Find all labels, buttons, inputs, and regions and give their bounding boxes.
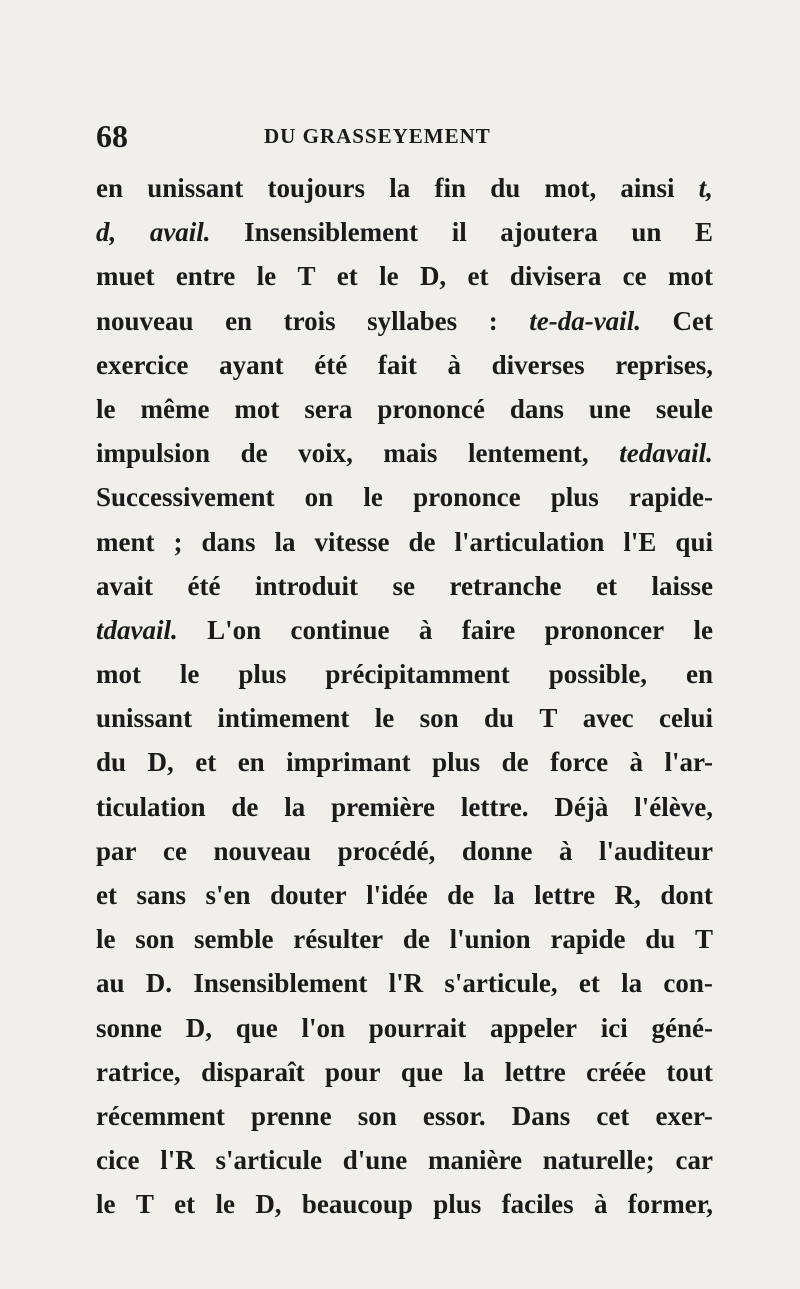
word: le (215, 1189, 235, 1220)
word: son (419, 703, 459, 734)
word: le (256, 261, 277, 292)
word: T (135, 1189, 154, 1220)
word: ; (173, 526, 183, 557)
word: et (595, 570, 617, 601)
word: on (304, 482, 334, 513)
word: seule (655, 393, 713, 424)
text-line (96, 387, 713, 431)
word: toujours (267, 173, 366, 203)
word: plus (433, 1189, 482, 1220)
word: prenne (251, 1100, 332, 1131)
word: former, (627, 1189, 713, 1220)
word: géné- (651, 1012, 713, 1043)
word: que (400, 1056, 443, 1087)
text-line (96, 475, 713, 519)
word: reprises, (615, 349, 713, 380)
word: l'idée (366, 880, 428, 910)
word: retranche (449, 570, 562, 601)
text-line (96, 785, 713, 829)
word: douter (270, 880, 347, 910)
word: que (235, 1012, 278, 1043)
word: t, (698, 173, 713, 203)
text-line (96, 696, 713, 740)
word: voix, (298, 438, 353, 469)
word: l'R (160, 1145, 195, 1176)
word: muet (96, 261, 155, 292)
word: le (96, 924, 116, 955)
text-line (96, 520, 713, 564)
word: manière (428, 1145, 522, 1176)
word: R, (614, 880, 641, 910)
word: lettre. (460, 791, 529, 822)
text-line (96, 961, 713, 1005)
word: par (96, 835, 137, 866)
word: le (363, 482, 383, 513)
word: la (463, 1056, 485, 1087)
word: la (284, 791, 306, 822)
running-head: DU GRASSEYEMENT (264, 124, 491, 148)
word: ratrice, (96, 1056, 181, 1087)
word: Cet (672, 305, 713, 336)
word: du (490, 173, 521, 203)
word: l'élève, (634, 791, 713, 822)
word: exer- (655, 1100, 713, 1131)
word: ajoutera (500, 217, 598, 248)
word: un (631, 217, 662, 248)
word: première (331, 791, 436, 822)
word: été (314, 349, 348, 380)
word: T (539, 703, 558, 734)
word: résulter (293, 924, 384, 955)
word: essor. (422, 1100, 486, 1131)
word: même (140, 393, 210, 424)
word: plus (238, 659, 287, 690)
text-line (96, 917, 713, 961)
word: et (467, 261, 489, 292)
word: D, (419, 261, 447, 292)
word: lentement, (467, 438, 589, 469)
text-line (96, 254, 713, 298)
word: à (418, 614, 433, 645)
text-line (96, 210, 713, 254)
word: s'articule (215, 1145, 322, 1176)
text-line (96, 1138, 713, 1182)
word: du (483, 703, 514, 734)
text-line (96, 1050, 713, 1094)
word: l'union (449, 924, 531, 955)
word: naturelle; (542, 1145, 655, 1176)
word: avail. (149, 217, 211, 248)
page-number: 68 (96, 118, 128, 154)
word: tedavail. (619, 438, 713, 469)
word: tdavail. (96, 614, 178, 645)
word: ment (96, 526, 155, 557)
text-line (96, 431, 713, 475)
word: l'on (301, 1012, 346, 1043)
word: créée (586, 1056, 647, 1087)
word: laisse (651, 570, 713, 601)
text-line (96, 299, 713, 343)
word: en (225, 305, 253, 336)
word: sera (304, 393, 353, 424)
word: celui (659, 703, 713, 734)
word: pourrait (368, 1012, 467, 1043)
word: te-da-vail. (529, 305, 641, 336)
word: lettre (504, 1056, 566, 1087)
word: la (274, 526, 296, 557)
word: D, (147, 747, 174, 778)
word: nouveau (96, 305, 194, 336)
word: ce (622, 261, 647, 292)
word: dans (509, 393, 564, 424)
word: récemment (96, 1100, 225, 1131)
text-line (96, 740, 713, 784)
word: de (231, 791, 259, 822)
word: mot (234, 393, 280, 424)
word: D, (185, 1012, 213, 1043)
word: une (588, 393, 631, 424)
word: au (96, 968, 125, 999)
text-line (96, 873, 713, 917)
word: s'en (205, 880, 251, 910)
word: de (447, 880, 475, 910)
word: de (402, 924, 430, 955)
word: syllabes (367, 305, 458, 336)
word: et (195, 747, 217, 778)
word: la (621, 968, 643, 999)
word: faciles (501, 1189, 574, 1220)
text-line (96, 1094, 713, 1138)
word: avec (582, 703, 634, 734)
word: le (374, 703, 395, 734)
word: impulsion (96, 438, 211, 469)
word: qui (675, 526, 713, 557)
word: Déjà (554, 791, 609, 822)
word: imprimant (286, 747, 411, 778)
word: du (96, 747, 127, 778)
text-line (96, 829, 713, 873)
word: possible, (548, 659, 648, 690)
word: D. (145, 968, 173, 999)
word: mot (96, 659, 141, 690)
word: donne (461, 835, 533, 866)
word: le (96, 1189, 116, 1220)
word: T (694, 924, 713, 955)
text-line (96, 166, 713, 210)
word: à (558, 835, 573, 866)
word: il (451, 217, 467, 248)
word: trois (283, 305, 336, 336)
word: la (389, 173, 411, 203)
word: d, (96, 217, 117, 248)
word: la (493, 880, 515, 910)
word: Successivement (96, 482, 275, 513)
word: son (135, 924, 175, 955)
text-line (96, 564, 713, 608)
word: appeler (490, 1012, 578, 1043)
word: et (336, 261, 358, 292)
word: intimement (217, 703, 350, 734)
word: se (392, 570, 415, 601)
word: faire (461, 614, 516, 645)
word: car (675, 1145, 713, 1176)
word: mot (667, 261, 713, 292)
word: mot, (544, 173, 597, 203)
word: ayant (219, 349, 284, 380)
word: lettre (534, 880, 596, 910)
word: de (501, 747, 529, 778)
word: mais (383, 438, 438, 469)
word: con- (663, 968, 713, 999)
word: à (447, 349, 461, 380)
word: à (629, 747, 644, 778)
word: son (357, 1100, 397, 1131)
word: le (379, 261, 399, 292)
word: l'ar- (664, 747, 713, 778)
word: Insensiblement (244, 217, 419, 248)
word: avait (96, 570, 153, 601)
word: l'R (388, 968, 424, 999)
word: fin (434, 173, 466, 203)
word: s'articule, (444, 968, 558, 999)
word: ce (163, 835, 187, 866)
word: et (96, 880, 117, 910)
word: ticulation (96, 791, 206, 822)
word: procédé, (337, 835, 436, 866)
word: ainsi (620, 173, 675, 203)
word: l'articulation (454, 526, 605, 557)
word: plus (550, 482, 599, 513)
word: unissant (96, 703, 193, 734)
word: exercice (96, 349, 189, 380)
word: T (297, 261, 316, 292)
word: vitesse (314, 526, 390, 557)
word: précipitamment (325, 659, 510, 690)
body-text (96, 166, 713, 1227)
word: tout (666, 1056, 713, 1087)
word: de (240, 438, 268, 469)
word: le (693, 614, 713, 645)
word: E (694, 217, 713, 248)
text-line (96, 608, 713, 652)
word: cice (96, 1145, 140, 1176)
word: Insensiblement (193, 968, 368, 999)
word: Dans (511, 1100, 571, 1131)
word: rapide (550, 924, 626, 955)
word: unissant (147, 173, 244, 203)
word: fait (377, 349, 417, 380)
word: l'E (623, 526, 657, 557)
word: d'une (342, 1145, 408, 1176)
word: sonne (96, 1012, 163, 1043)
word: du (645, 924, 676, 955)
word: introduit (254, 570, 358, 601)
word: beaucoup (301, 1189, 413, 1220)
word: dans (201, 526, 256, 557)
page-header (0, 116, 800, 156)
word: cet (596, 1100, 630, 1131)
word: continue (290, 614, 390, 645)
word: prononce (413, 482, 521, 513)
word: et (174, 1189, 196, 1220)
word: force (550, 747, 609, 778)
word: semble (194, 924, 274, 955)
word: et (578, 968, 600, 999)
word: à (593, 1189, 608, 1220)
word: rapide- (629, 482, 713, 513)
word: été (187, 570, 221, 601)
word: de (408, 526, 436, 557)
word: D, (255, 1189, 282, 1220)
text-line (96, 1182, 713, 1226)
word: ici (600, 1012, 628, 1043)
word: L'on (207, 614, 262, 645)
word: prononcer (544, 614, 665, 645)
word: entre (175, 261, 236, 292)
word: en (96, 173, 123, 203)
word: pour (325, 1056, 381, 1087)
word: sans (136, 880, 187, 910)
word: en (237, 747, 265, 778)
text-line (96, 343, 713, 387)
word: le (96, 393, 116, 424)
word: nouveau (213, 835, 312, 866)
text-line (96, 652, 713, 696)
word: dont (660, 880, 713, 910)
word: : (488, 305, 498, 336)
word: diverses (491, 349, 585, 380)
word: en (685, 659, 713, 690)
word: prononcé (377, 393, 485, 424)
word: divisera (509, 261, 602, 292)
word: disparaît (201, 1056, 305, 1087)
word: le (179, 659, 200, 690)
word: l'auditeur (598, 835, 713, 866)
word: plus (432, 747, 481, 778)
text-line (96, 1006, 713, 1050)
